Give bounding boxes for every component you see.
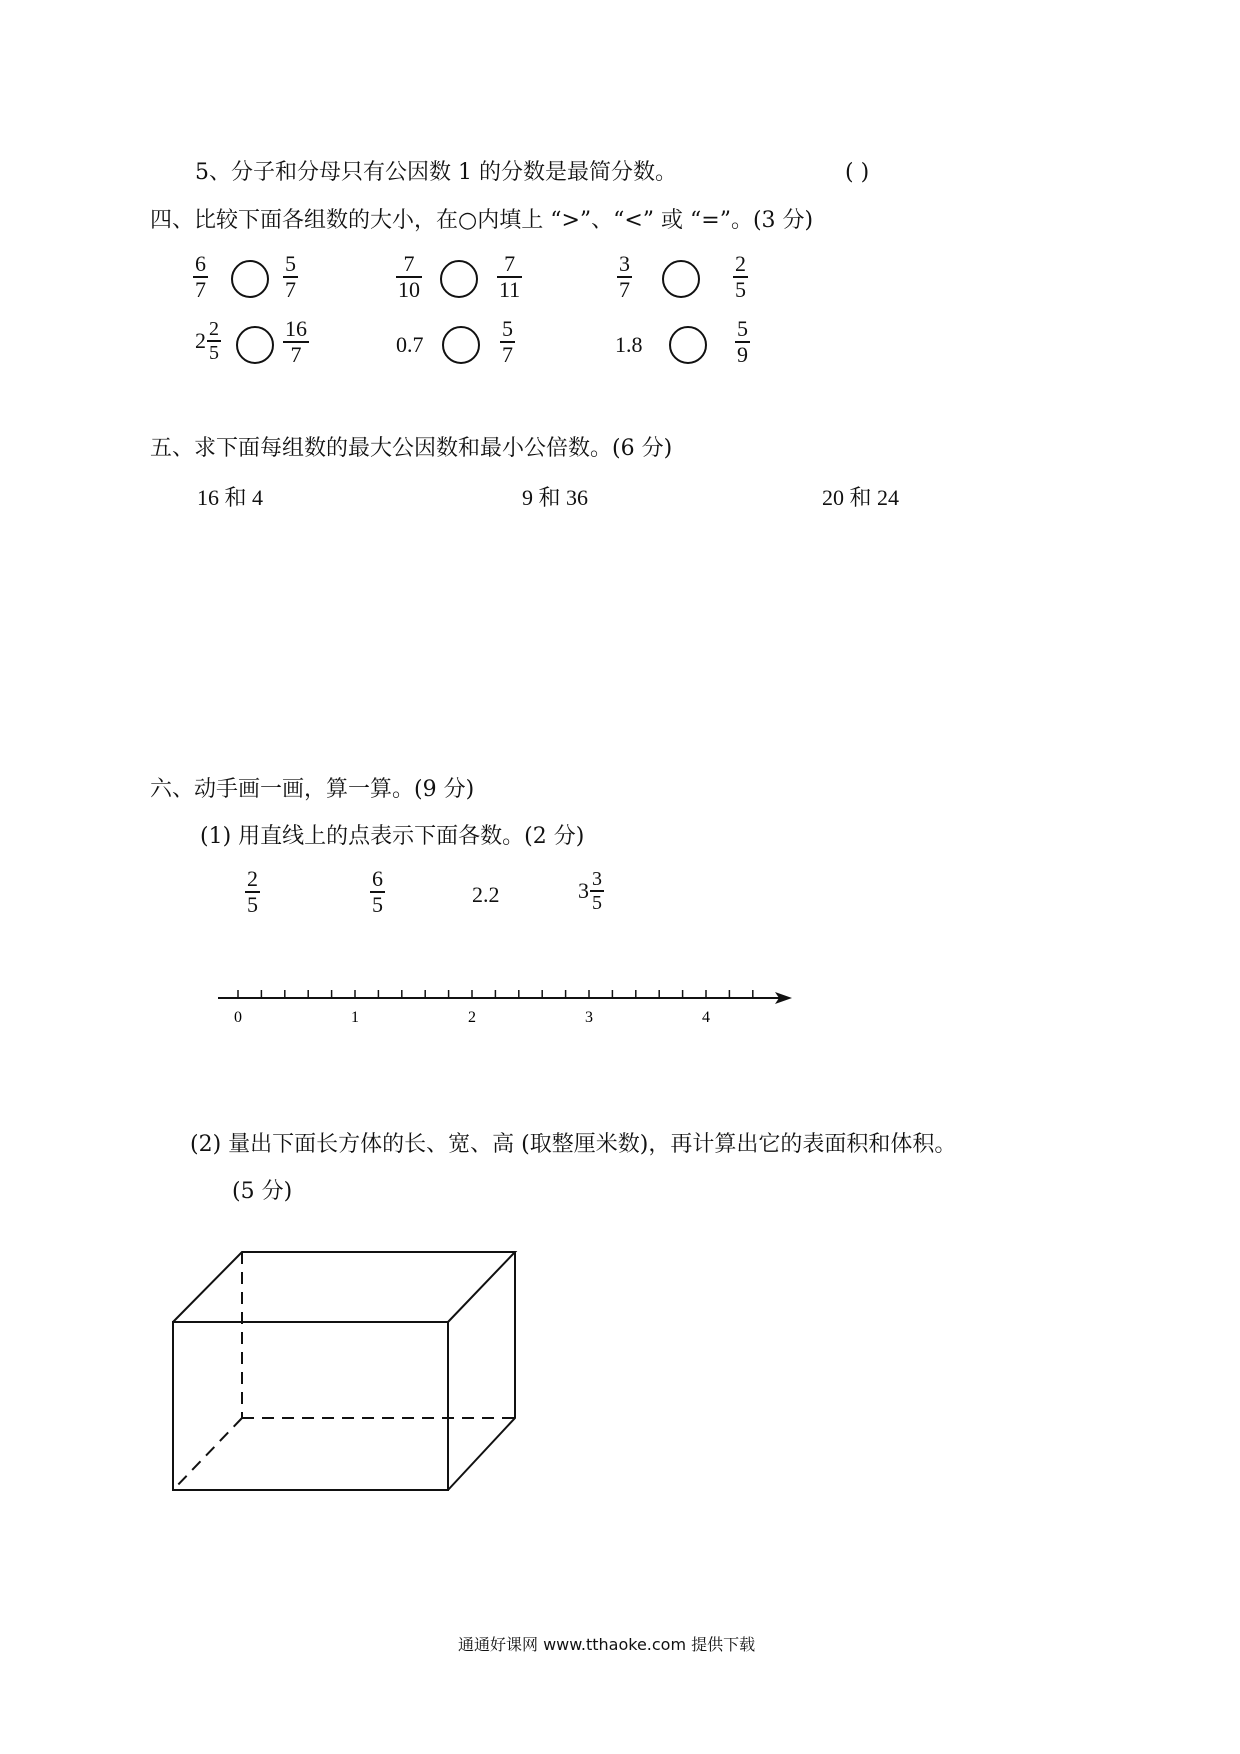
number-pair: 16 和 4	[197, 485, 264, 510]
fraction: 7 11	[499, 251, 521, 302]
footer-text: 通通好课网 www.tthaoke.com 提供下载	[458, 1635, 756, 1654]
cuboid-figure	[150, 1240, 530, 1520]
fraction: 3 7	[619, 251, 630, 302]
number-line	[200, 980, 820, 1040]
fraction: 2 5	[247, 866, 258, 917]
number-pair: 9 和 36	[522, 485, 589, 510]
answer-paren[interactable]: ( )	[845, 160, 870, 185]
decimal-value: 0.7	[396, 332, 424, 357]
hidden-depth-edge	[173, 1418, 242, 1490]
axis-tick-label: 3	[585, 1009, 593, 1026]
section-4-title: 四、比较下面各组数的大小，在○内填上 “>”、“<” 或 “=”。(3 分)	[150, 208, 814, 233]
section-5-title: 五、求下面每组数的最大公因数和最小公倍数。(6 分)	[150, 436, 673, 461]
question-2-title: (2) 量出下面长方体的长、宽、高 (取整厘米数)，再计算出它的表面积和体积。	[190, 1132, 957, 1157]
question-1-title: (1) 用直线上的点表示下面各数。(2 分)	[200, 824, 585, 849]
compare-circle[interactable]	[442, 326, 480, 364]
decimal-value: 2.2	[472, 882, 500, 907]
compare-circle[interactable]	[662, 260, 700, 298]
compare-circle[interactable]	[669, 326, 707, 364]
compare-circle[interactable]	[236, 326, 274, 364]
mixed-number: 3 $\frac{3}{5}$	[578, 868, 602, 914]
axis-labels	[234, 1009, 710, 1026]
statement-5: 5、分子和分母只有公因数 1 的分数是最简分数。	[195, 160, 677, 185]
fraction: 5 7	[502, 316, 513, 367]
axis-tick-label: 4	[702, 1009, 710, 1026]
decimal-value: 1.8	[615, 332, 643, 357]
question-2-score: (5 分)	[232, 1179, 293, 1204]
number-pair: 20 和 24	[822, 485, 900, 510]
fraction: 5 9	[737, 316, 748, 367]
axis-ticks	[238, 990, 753, 998]
axis-tick-label: 1	[351, 1009, 359, 1026]
fraction: 16 7	[285, 316, 307, 367]
mixed-number: 2 $\frac{2}{5}$	[195, 318, 219, 364]
fraction: 2 5	[735, 251, 746, 302]
fraction: 6 7	[195, 251, 206, 302]
section-6-title: 六、动手画一画，算一算。(9 分)	[150, 777, 475, 802]
compare-circle[interactable]	[440, 260, 478, 298]
top-face-edges	[173, 1252, 515, 1322]
axis-tick-label: 0	[234, 1009, 242, 1026]
fraction: 7 10	[398, 251, 420, 302]
fraction: 6 5	[372, 866, 383, 917]
front-face	[173, 1322, 448, 1490]
compare-circle[interactable]	[231, 260, 269, 298]
fraction: 5 7	[285, 251, 296, 302]
axis-tick-label: 2	[468, 1009, 476, 1026]
